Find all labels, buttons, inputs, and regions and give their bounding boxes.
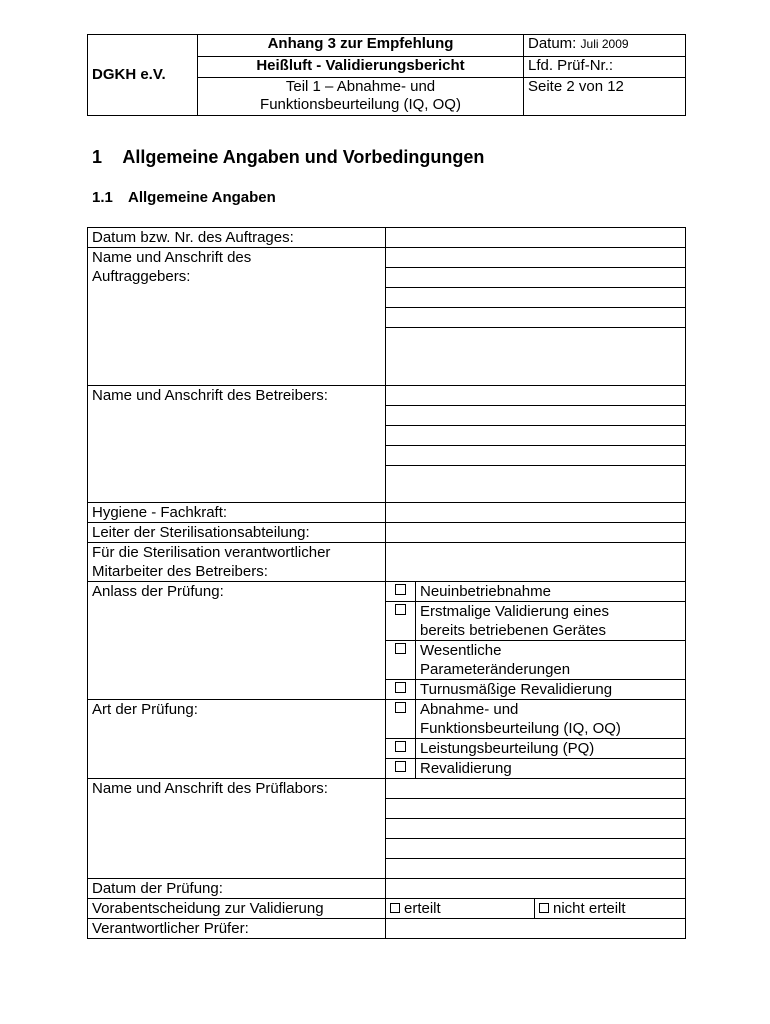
hygiene-label: Hygiene - Fachkraft:	[88, 503, 386, 523]
section-1-title: Allgemeine Angaben und Vorbedingungen	[122, 147, 485, 167]
date-value: Juli 2009	[580, 37, 629, 51]
client-field-1[interactable]	[386, 248, 686, 268]
reason-first-validation-line1: Erstmalige Validierung eines	[420, 603, 609, 620]
not-granted-label: nicht erteilt	[553, 900, 626, 917]
reason-new-checkbox[interactable]	[395, 584, 406, 595]
granted-label: erteilt	[404, 900, 441, 917]
section-1-1-title: Allgemeine Angaben	[128, 189, 276, 206]
type-iq-oq-line2: Funktionsbeurteilung (IQ, OQ)	[420, 720, 621, 737]
type-iq-oq-line1: Abnahme- und	[420, 701, 519, 718]
reason-parameter-change-line1: Wesentliche	[420, 642, 502, 659]
head-sterilization-label: Leiter der Sterilisationsabteilung:	[88, 523, 386, 543]
test-date-label: Datum der Prüfung:	[88, 879, 386, 899]
examiner-field[interactable]	[386, 919, 686, 939]
operator-field-4[interactable]	[386, 446, 686, 466]
responsible-staff-field[interactable]	[386, 543, 686, 582]
general-info-form	[87, 227, 686, 939]
operator-label: Name und Anschrift des Betreibers:	[88, 386, 386, 503]
reason-first-validation-line2: bereits betriebenen Gerätes	[420, 622, 606, 639]
reason-new-label: Neuinbetriebnahme	[416, 582, 686, 602]
document-header	[87, 34, 686, 116]
type-iq-oq-label	[416, 700, 686, 739]
reason-parameter-change-checkbox[interactable]	[395, 643, 406, 654]
header-report-title: Heißluft - Validierungsbericht	[198, 56, 524, 78]
type-pq-label: Leistungsbeurteilung (PQ)	[416, 739, 686, 759]
lab-field-4[interactable]	[386, 839, 686, 859]
client-field-4[interactable]	[386, 308, 686, 328]
reason-revalidation-label: Turnusmäßige Revalidierung	[416, 680, 686, 700]
lab-field-5[interactable]	[386, 859, 686, 879]
order-date-label: Datum bzw. Nr. des Auftrages:	[88, 228, 386, 248]
test-type-label: Art der Prüfung:	[88, 700, 386, 779]
test-date-field[interactable]	[386, 879, 686, 899]
operator-field-5[interactable]	[386, 466, 686, 503]
header-page: Seite 2 von 12	[524, 78, 686, 116]
client-field-5[interactable]	[386, 328, 686, 386]
section-1-1-number: 1.1	[92, 189, 113, 206]
operator-field-3[interactable]	[386, 426, 686, 446]
type-pq-checkbox[interactable]	[395, 741, 406, 752]
type-revalidation-label: Revalidierung	[416, 759, 686, 779]
reason-label: Anlass der Prüfung:	[88, 582, 386, 700]
section-1-1-heading	[92, 189, 276, 206]
section-1-number: 1	[92, 147, 103, 167]
granted-checkbox[interactable]	[390, 903, 400, 913]
reason-parameter-change-line2: Parameteränderungen	[420, 661, 571, 678]
operator-field-2[interactable]	[386, 406, 686, 426]
type-iq-oq-checkbox[interactable]	[395, 702, 406, 713]
organization-name: DGKH e.V.	[88, 35, 198, 116]
header-part-line2: Funktionsbeurteilung (IQ, OQ)	[260, 96, 461, 113]
header-annex: Anhang 3 zur Empfehlung	[198, 35, 524, 57]
operator-field-1[interactable]	[386, 386, 686, 406]
reason-first-validation-checkbox[interactable]	[395, 604, 406, 615]
head-sterilization-field[interactable]	[386, 523, 686, 543]
responsible-staff-line2: Mitarbeiter des Betreibers:	[92, 563, 268, 580]
header-test-number: Lfd. Prüf-Nr.:	[524, 56, 686, 78]
responsible-staff-label	[88, 543, 386, 582]
order-date-field[interactable]	[386, 228, 686, 248]
not-granted-checkbox[interactable]	[539, 903, 549, 913]
lab-field-1[interactable]	[386, 779, 686, 799]
client-label-line1: Name und Anschrift des	[92, 249, 252, 266]
pre-decision-not-granted[interactable]	[535, 899, 686, 919]
header-part-line1: Teil 1 – Abnahme- und	[285, 78, 436, 95]
type-revalidation-checkbox[interactable]	[395, 761, 406, 772]
pre-decision-label: Vorabentscheidung zur Validierung	[88, 899, 386, 919]
reason-first-validation-label	[416, 602, 686, 641]
responsible-staff-line1: Für die Sterilisation verantwortlicher	[92, 544, 331, 561]
client-field-2[interactable]	[386, 268, 686, 288]
examiner-label: Verantwortlicher Prüfer:	[88, 919, 386, 939]
lab-label: Name und Anschrift des Prüflabors:	[88, 779, 386, 879]
client-field-3[interactable]	[386, 288, 686, 308]
reason-revalidation-checkbox[interactable]	[395, 682, 406, 693]
date-label: Datum:	[528, 35, 577, 52]
section-1-heading	[92, 147, 484, 168]
lab-field-2[interactable]	[386, 799, 686, 819]
pre-decision-granted[interactable]	[386, 899, 535, 919]
header-part	[198, 78, 524, 116]
reason-parameter-change-label	[416, 641, 686, 680]
client-label-line2: Auftraggebers:	[92, 268, 191, 285]
header-date	[524, 35, 686, 57]
lab-field-3[interactable]	[386, 819, 686, 839]
client-label	[88, 248, 386, 386]
hygiene-field[interactable]	[386, 503, 686, 523]
